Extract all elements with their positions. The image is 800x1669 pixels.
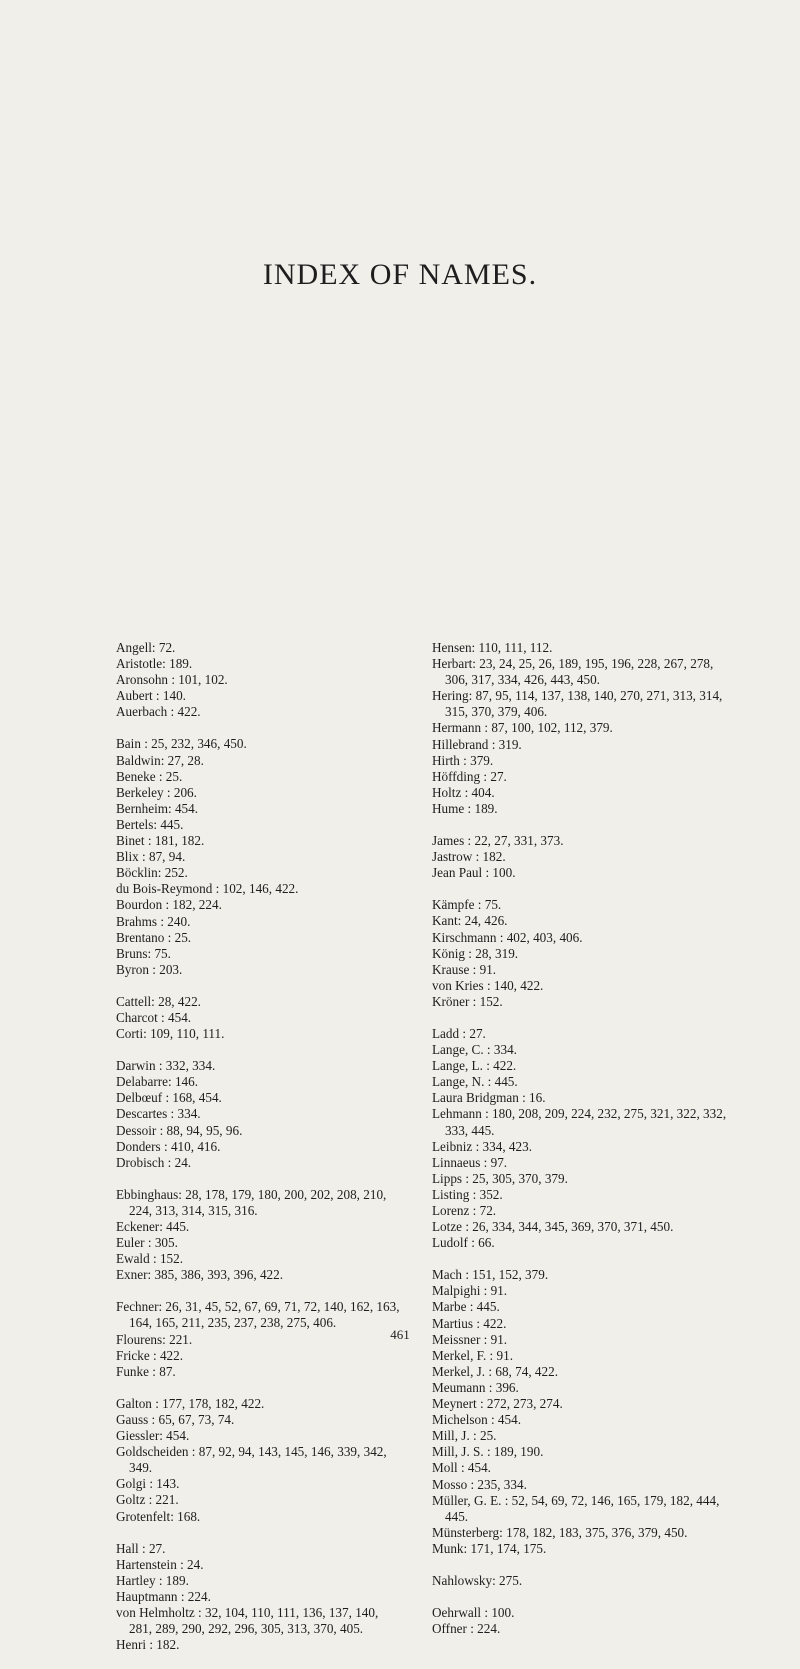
- index-entry: Offner : 224.: [432, 1621, 501, 1637]
- index-entry: Munk: 171, 174, 175.: [432, 1540, 547, 1556]
- index-entry: Ludolf : 66.: [432, 1235, 495, 1251]
- index-entry: Hauptmann : 224.: [116, 1588, 211, 1604]
- index-entry: Aubert : 140.: [116, 688, 186, 704]
- index-group: [432, 833, 730, 881]
- index-group: [432, 1605, 730, 1637]
- index-entry: Bernheim: 454.: [116, 800, 199, 816]
- index-entry: James : 22, 27, 331, 373.: [432, 833, 564, 849]
- index-group: [432, 1267, 730, 1557]
- index-entry: Hirth : 379.: [432, 752, 494, 768]
- index-entry: Funke : 87.: [116, 1363, 176, 1379]
- index-entry: Müller, G. E. : 52, 54, 69, 72, 146, 165, 179, 182, 444, 445.: [432, 1492, 720, 1524]
- index-entry: Henri : 182.: [116, 1637, 180, 1653]
- index-entry: Galton : 177, 178, 182, 422.: [116, 1395, 265, 1411]
- index-entry: Fricke : 422.: [116, 1347, 184, 1363]
- index-entry: Exner: 385, 386, 393, 396, 422.: [116, 1267, 284, 1283]
- index-entry: Goltz : 221.: [116, 1492, 179, 1508]
- index-entry: Lange, C. : 334.: [432, 1042, 517, 1058]
- index-entry: Lotze : 26, 334, 344, 345, 369, 370, 371, 450.: [432, 1219, 674, 1235]
- index-entry: Cattell: 28, 422.: [116, 993, 201, 1009]
- index-group: [116, 994, 404, 1042]
- index-entry: Böcklin: 252.: [116, 865, 188, 881]
- index-entry: Brahms : 240.: [116, 913, 191, 929]
- index-entry: Corti: 109, 110, 111.: [116, 1026, 225, 1042]
- index-entry: Charcot : 454.: [116, 1009, 192, 1025]
- index-entry: Linnaeus : 97.: [432, 1154, 508, 1170]
- index-group: [116, 1058, 404, 1171]
- index-entry: Lipps : 25, 305, 370, 379.: [432, 1170, 568, 1186]
- index-entry: König : 28, 319.: [432, 945, 519, 961]
- index-entry: Golgi : 143.: [116, 1476, 180, 1492]
- index-group: [432, 1026, 730, 1251]
- index-entry: Michelson : 454.: [432, 1412, 522, 1428]
- index-group: [116, 640, 404, 720]
- index-group: [116, 1396, 404, 1525]
- index-entry: Malpighi : 91.: [432, 1283, 508, 1299]
- index-entry: Lange, L. : 422.: [432, 1058, 517, 1074]
- index-entry: Dessoir : 88, 94, 95, 96.: [116, 1122, 243, 1138]
- index-entry: Hensen: 110, 111, 112.: [432, 640, 553, 655]
- index-entry: Münsterberg: 178, 182, 183, 375, 376, 379, 450.: [432, 1524, 688, 1540]
- index-entry: Drobisch : 24.: [116, 1154, 192, 1170]
- index-entry: Binet : 181, 182.: [116, 833, 205, 849]
- index-entry: Delbœuf : 168, 454.: [116, 1090, 222, 1106]
- index-entry: Eckener: 445.: [116, 1219, 190, 1234]
- index-entry: Merkel, J. : 68, 74, 422.: [432, 1363, 559, 1379]
- index-entry: Bruns: 75.: [116, 945, 171, 961]
- index-entry: Hartenstein : 24.: [116, 1556, 204, 1572]
- index-entry: Byron : 203.: [116, 961, 183, 977]
- index-entry: Kirschmann : 402, 403, 406.: [432, 929, 583, 945]
- index-entry: Jastrow : 182.: [432, 849, 506, 865]
- index-entry: Donders : 410, 416.: [116, 1138, 221, 1154]
- index-entry: Leibniz : 334, 423.: [432, 1138, 532, 1154]
- index-group: [116, 736, 404, 977]
- index-entry: Auerbach : 422.: [116, 704, 201, 720]
- index-entry: Höffding : 27.: [432, 768, 507, 784]
- index-group: [116, 1187, 404, 1284]
- index-entry: Delabarre: 146.: [116, 1074, 199, 1090]
- index-entry: Goldscheiden : 87, 92, 94, 143, 145, 146, 339, 342, 349.: [116, 1444, 387, 1476]
- index-entry: Krause : 91.: [432, 961, 497, 977]
- index-entry: Angell: 72.: [116, 640, 176, 655]
- index-entry: Laura Bridgman : 16.: [432, 1090, 546, 1106]
- index-entry: Mill, J. S. : 189, 190.: [432, 1444, 544, 1460]
- index-entry: Holtz : 404.: [432, 784, 495, 800]
- right-column: [432, 640, 730, 1653]
- index-entry: Mill, J. : 25.: [432, 1428, 497, 1444]
- index-entry: du Bois-Reymond : 102, 146, 422.: [116, 881, 299, 897]
- index-entry: Martius : 422.: [432, 1315, 507, 1331]
- index-entry: Bertels: 445.: [116, 816, 184, 832]
- index-group: [432, 1573, 730, 1589]
- index-entry: Ladd : 27.: [432, 1025, 486, 1041]
- index-entry: Bourdon : 182, 224.: [116, 897, 222, 913]
- index-entry: Kant: 24, 426.: [432, 913, 508, 929]
- index-entry: Marbe : 445.: [432, 1299, 500, 1315]
- index-entry: Grotenfelt: 168.: [116, 1508, 201, 1524]
- index-entry: Descartes : 334.: [116, 1106, 201, 1122]
- index-entry: Beneke : 25.: [116, 768, 183, 784]
- index-entry: Merkel, F. : 91.: [432, 1347, 513, 1363]
- index-entry: Herbart: 23, 24, 25, 26, 189, 195, 196, 228, 267, 278, 306, 317, 334, 426, 443, 450.: [432, 656, 714, 688]
- left-column: [116, 640, 404, 1669]
- index-entry: Kämpfe : 75.: [432, 897, 502, 913]
- index-entry: Baldwin: 27, 28.: [116, 752, 204, 768]
- index-entry: Euler : 305.: [116, 1235, 178, 1251]
- index-entry: Meumann : 396.: [432, 1379, 519, 1395]
- page-title: INDEX OF NAMES.: [262, 258, 538, 291]
- page-number: 461: [390, 1327, 410, 1342]
- index-entry: Listing : 352.: [432, 1186, 503, 1202]
- index-entry: Hillebrand : 319.: [432, 736, 522, 752]
- index-entry: von Helmholtz : 32, 104, 110, 111, 136, 137, 140, 281, 289, 290, 292, 296, 305, 313, 370, 405.: [116, 1604, 379, 1637]
- index-entry: Ebbinghaus: 28, 178, 179, 180, 200, 202, 208, 210, 224, 313, 314, 315, 316.: [116, 1186, 387, 1218]
- index-entry: Lorenz : 72.: [432, 1203, 497, 1218]
- index-entry: Nahlowsky: 275.: [432, 1572, 523, 1588]
- index-entry: Kröner : 152.: [432, 993, 503, 1009]
- index-entry: Hering: 87, 95, 114, 137, 138, 140, 270, 271, 313, 314, 315, 370, 379, 406.: [432, 688, 723, 720]
- index-group: [432, 897, 730, 1010]
- index-entry: Meissner : 91.: [432, 1331, 508, 1347]
- index-entry: Aristotle: 189.: [116, 656, 193, 672]
- index-entry: Aronsohn : 101, 102.: [116, 672, 228, 688]
- index-entry: Fechner: 26, 31, 45, 52, 67, 69, 71, 72, 140, 162, 163, 164, 165, 211, 235, 237, 238, 275, 406.: [116, 1299, 400, 1331]
- index-entry: Ewald : 152.: [116, 1251, 184, 1267]
- index-entry: Darwin : 332, 334.: [116, 1058, 216, 1074]
- index-entry: Mach : 151, 152, 379.: [432, 1267, 549, 1283]
- index-entry: Hall : 27.: [116, 1540, 166, 1556]
- index-entry: Bain : 25, 232, 346, 450.: [116, 736, 247, 752]
- index-entry: Meynert : 272, 273, 274.: [432, 1396, 563, 1412]
- index-entry: Lange, N. : 445.: [432, 1074, 518, 1090]
- index-entry: Moll : 454.: [432, 1460, 491, 1476]
- index-entry: Jean Paul : 100.: [432, 865, 516, 881]
- index-entry: von Kries : 140, 422.: [432, 977, 544, 993]
- index-entry: Hartley : 189.: [116, 1572, 189, 1588]
- index-entry: Oehrwall : 100.: [432, 1605, 515, 1621]
- index-group: [432, 640, 730, 817]
- index-entry: Brentano : 25.: [116, 929, 192, 945]
- index-entry: Mosso : 235, 334.: [432, 1476, 527, 1492]
- index-entry: Hermann : 87, 100, 102, 112, 379.: [432, 720, 613, 736]
- index-entry: Berkeley : 206.: [116, 784, 197, 800]
- index-entry: Gauss : 65, 67, 73, 74.: [116, 1411, 235, 1427]
- index-group: [116, 1541, 404, 1654]
- index-entry: Flourens: 221.: [116, 1331, 193, 1347]
- index-entry: Blix : 87, 94.: [116, 849, 186, 865]
- index-entry: Lehmann : 180, 208, 209, 224, 232, 275, 321, 322, 332, 333, 445.: [432, 1106, 727, 1138]
- index-entry: Hume : 189.: [432, 800, 498, 816]
- index-entry: Giessler: 454.: [116, 1428, 190, 1444]
